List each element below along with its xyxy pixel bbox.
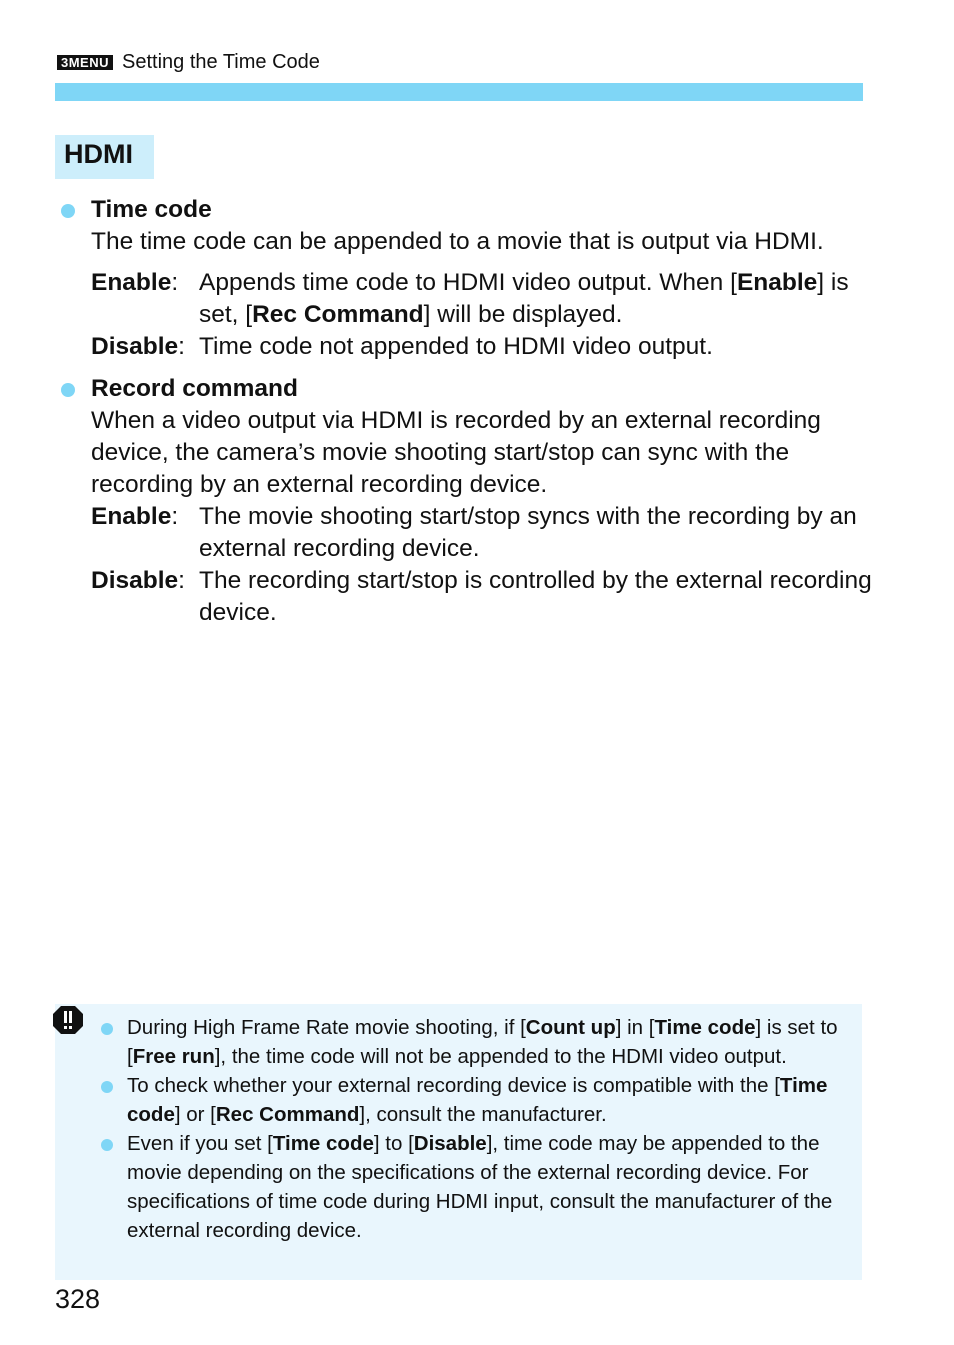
option-row bbox=[91, 501, 879, 565]
header-title: Setting the Time Code bbox=[122, 50, 320, 73]
option-row bbox=[91, 565, 879, 629]
menu-icon: 3MENU bbox=[57, 55, 113, 70]
option-text: The recording start/stop is controlled by the external recording device. bbox=[199, 567, 872, 626]
note-text: To check whether your external recording device is compatible with the [Time code] or [Rec Command], consult the manufacturer. bbox=[127, 1074, 828, 1126]
item-time-code bbox=[59, 194, 879, 363]
bullet-icon bbox=[61, 204, 75, 218]
caution-icon bbox=[52, 1005, 84, 1035]
option-text: Appends time code to HDMI video output. When [Enable] is set, [Rec Command] will be displayed. bbox=[199, 269, 849, 328]
bullet-icon bbox=[61, 383, 75, 397]
note-item bbox=[99, 1129, 839, 1245]
option-term: Disable: bbox=[91, 333, 185, 360]
item-record-command bbox=[59, 373, 879, 629]
note-item bbox=[99, 1071, 839, 1129]
option-row bbox=[91, 331, 879, 363]
option-term: Enable: bbox=[91, 269, 179, 296]
item-title: Record command bbox=[91, 375, 298, 402]
option-term: Enable: bbox=[91, 503, 179, 530]
option-list bbox=[91, 501, 879, 629]
option-row bbox=[91, 267, 879, 331]
page-number: 328 bbox=[55, 1284, 101, 1314]
option-term: Disable: bbox=[91, 567, 185, 594]
section-title: HDMI bbox=[55, 135, 154, 179]
note-item bbox=[99, 1013, 839, 1071]
bullet-icon bbox=[101, 1081, 113, 1093]
bullet-icon bbox=[101, 1139, 113, 1151]
item-title: Time code bbox=[91, 196, 212, 223]
caution-note-box bbox=[55, 1004, 862, 1280]
content bbox=[59, 194, 879, 629]
header-rule bbox=[55, 83, 863, 101]
note-text: During High Frame Rate movie shooting, if [Count up] in [Time code] is set to [Free run], the time code will not be appended to the HDMI video output. bbox=[127, 1016, 838, 1068]
option-text: The movie shooting start/stop syncs with the recording by an external recording device. bbox=[199, 503, 857, 562]
option-list bbox=[91, 267, 879, 363]
item-description: The time code can be appended to a movie that is output via HDMI. bbox=[91, 228, 824, 255]
page-header bbox=[57, 50, 320, 74]
option-text: Time code not appended to HDMI video output. bbox=[199, 333, 713, 360]
bullet-icon bbox=[101, 1023, 113, 1035]
note-text: Even if you set [Time code] to [Disable], time code may be appended to the movie depending on the specifications of the external recording device. For specifications of time code during HDMI input, consult the manufacturer of the external recording device. bbox=[127, 1132, 833, 1242]
note-list bbox=[99, 1013, 839, 1245]
item-description: When a video output via HDMI is recorded by an external recording device, the camera’s movie shooting start/stop can sync with the recording by an external recording device. bbox=[91, 407, 821, 498]
